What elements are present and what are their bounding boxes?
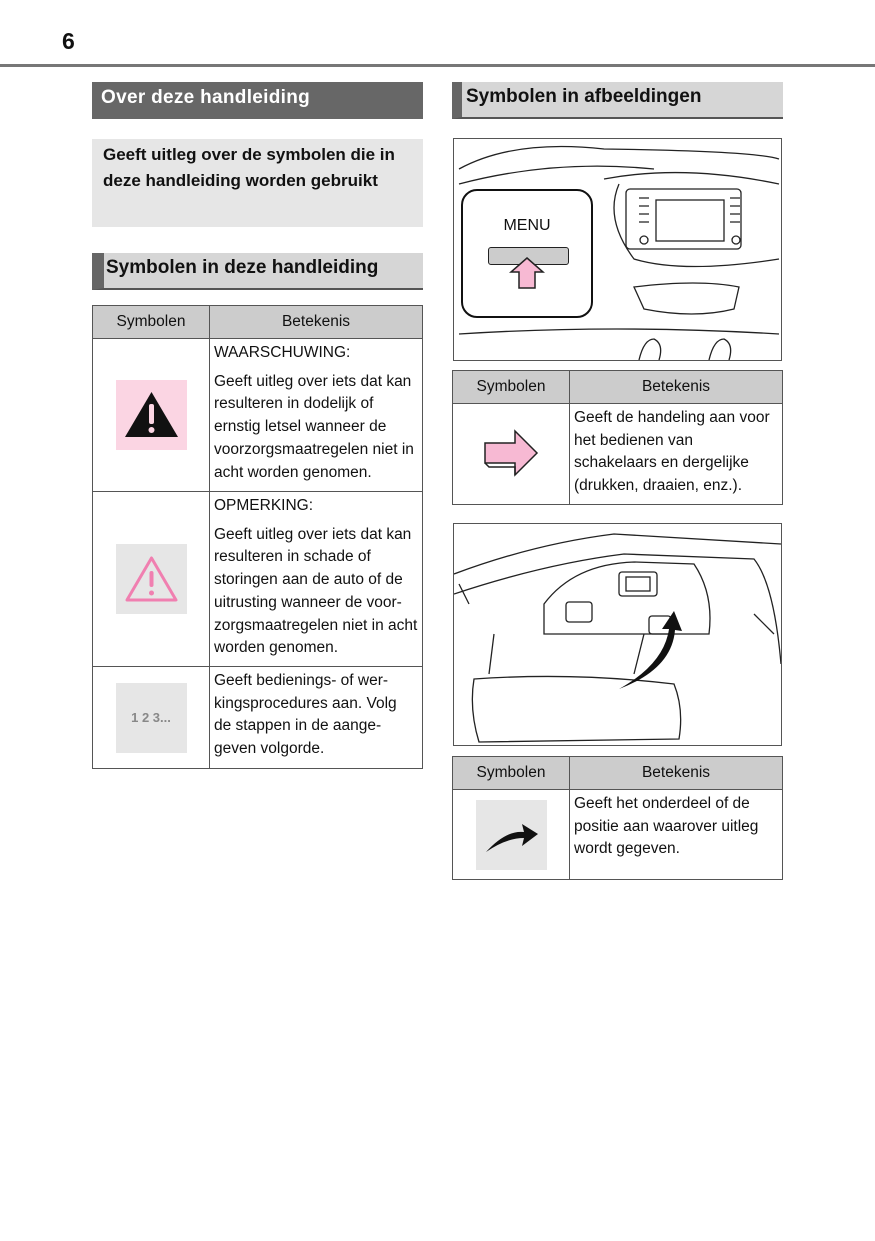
- table-row: [93, 667, 423, 769]
- operation-text: Geeft de handeling aan voor het bedienen van schakelaars en dergelijke (drukken, draaien, enz.).: [574, 409, 770, 495]
- col-header-symbols: Symbolen: [93, 306, 210, 339]
- col-header-symbols: Symbolen: [453, 371, 570, 404]
- caution-icon: [116, 544, 187, 614]
- col-header-meaning: Betekenis: [210, 306, 423, 339]
- col-header-symbols: Symbolen: [453, 757, 570, 790]
- table-row: [93, 492, 423, 667]
- warning-icon: [116, 380, 187, 450]
- steps-icon: 1 2 3...: [116, 683, 187, 753]
- page-number: 6: [62, 28, 75, 54]
- table-row: [453, 404, 783, 505]
- pointer-arrow: [614, 609, 684, 694]
- illustration-symbols-table-1: [452, 370, 783, 505]
- table-row: [453, 790, 783, 880]
- warning-text: Geeft uitleg over iets dat kan resulteren in dodelijk of ernstig letsel wanneer de voorzorgsmaatregelen niet in acht worden genomen.: [214, 372, 414, 481]
- section-title-left: Symbolen in deze handleiding: [92, 253, 423, 290]
- curved-arrow-icon: [476, 800, 547, 870]
- caution-text: Geeft uitleg over iets dat kan resulteren in schade of storingen aan de auto of de uitrusting wanneer de voor-zorgsmaatregelen niet in acht worden genomen.: [214, 525, 418, 657]
- ceiling-console-illustration: [453, 523, 782, 746]
- operation-arrow-icon: [481, 427, 541, 477]
- section-title-right: Symbolen in afbeeldingen: [452, 82, 783, 119]
- illustration-symbols-table-2: [452, 756, 783, 880]
- caution-label: OPMERKING:: [214, 497, 314, 514]
- component-text: Geeft het onderdeel of de positie aan waarover uitleg wordt gegeven.: [574, 795, 759, 858]
- warning-label: WAARSCHUWING:: [214, 344, 351, 361]
- symbols-table: [92, 305, 423, 769]
- chapter-title: Over deze handleiding: [92, 82, 423, 119]
- table-row: [93, 339, 423, 492]
- col-header-meaning: Betekenis: [570, 757, 783, 790]
- dashboard-illustration: [453, 138, 782, 361]
- menu-label: MENU: [503, 217, 551, 234]
- intro-box: Geeft uitleg over de symbolen die in deze handleiding worden gebruikt: [92, 139, 423, 227]
- header-rule: [0, 64, 875, 67]
- menu-callout: [461, 189, 593, 318]
- col-header-meaning: Betekenis: [570, 371, 783, 404]
- press-arrow-icon: [509, 257, 545, 289]
- steps-text: Geeft bedienings- of wer-kingsprocedures aan. Volg de stappen in de aange-geven volgorde.: [214, 672, 397, 758]
